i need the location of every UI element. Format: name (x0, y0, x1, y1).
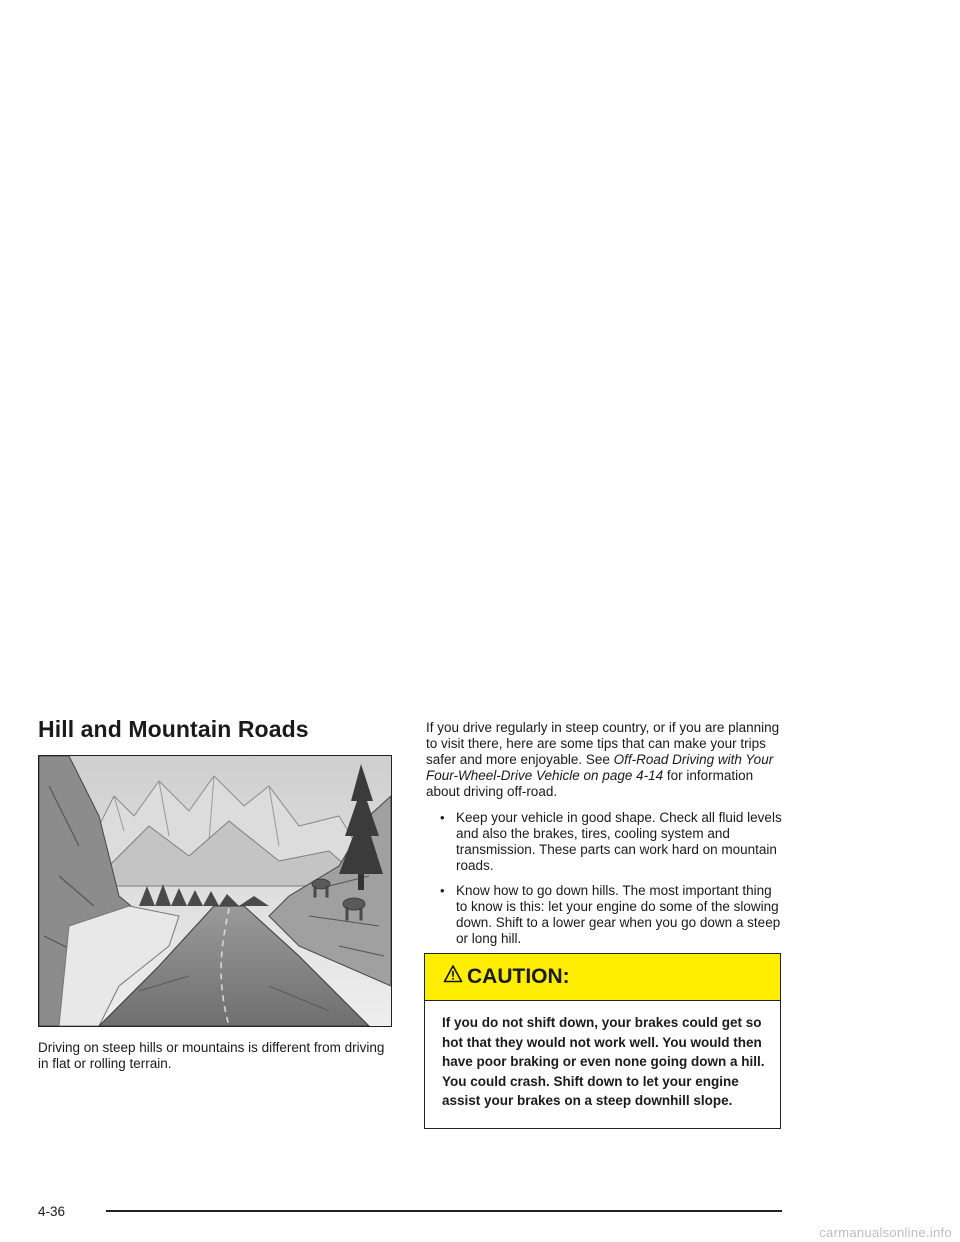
list-item-text: Know how to go down hills. The most important thing to know is this: let your engine do some of the slowing down. Shift to a lower gear when you go down a steep or long hill. (456, 883, 781, 946)
list-item (426, 810, 782, 874)
mountain-road-drawing (39, 756, 391, 1026)
illustration-caption: Driving on steep hills or mountains is different from driving in flat or rolling terrain. (38, 1040, 385, 1071)
caution-header (425, 954, 780, 1001)
intro-paragraph (426, 720, 782, 800)
list-item-text: Keep your vehicle in good shape. Check all fluid levels and also the brakes, tires, cooling system and transmission. These parts can work hard on mountain roads. (456, 810, 782, 873)
warning-triangle-icon (443, 964, 463, 984)
site-watermark: carmanualsonline.info (819, 1225, 952, 1240)
caution-title: CAUTION: (467, 965, 570, 988)
list-item (426, 883, 782, 947)
intro-text-after: for information about driving off-road. (426, 768, 754, 799)
footer-divider (106, 1210, 782, 1212)
section-heading: Hill and Mountain Roads (38, 716, 309, 742)
bullet-icon: • (440, 810, 445, 825)
bullet-icon: • (440, 883, 445, 898)
mountain-road-illustration (38, 755, 392, 1027)
caution-text: If you do not shift down, your brakes could get so hot that they would not work well. You would then have poor braking or even none going down a hill. You could crash. Shift down to let your engine assist your brakes on a steep downhill slope. (442, 1015, 765, 1108)
cross-reference-link[interactable]: Off-Road Driving with Your Four-Wheel-Drive Vehicle on page 4-14 (426, 752, 774, 783)
tips-list (426, 810, 782, 947)
intro-text-before: If you drive regularly in steep country, or if you are planning to visit there, here are some tips that can make your trips safer and more enjoyable. See (426, 720, 780, 767)
page-number: 4-36 (38, 1204, 66, 1219)
caution-box (424, 953, 781, 1129)
right-column (426, 720, 782, 956)
